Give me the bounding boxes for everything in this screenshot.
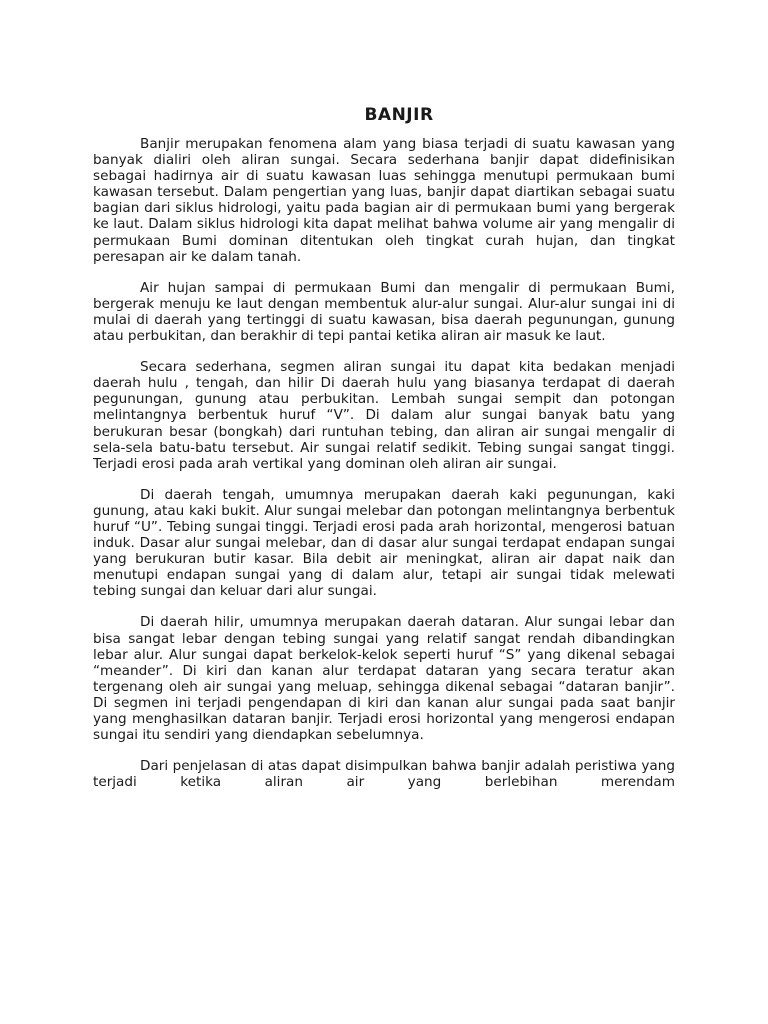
paragraph-2: Air hujan sampai di permukaan Bumi dan mengalir di permukaan Bumi, bergerak menuju ke laut dengan membentuk alur-alur sungai. Alur-alur sungai ini di mulai di daerah yang tertinggi di suatu kawasan, bisa daerah pegunungan, gunung atau perbukitan, dan berakhir di tepi pantai ketika aliran air masuk ke laut. [93, 279, 675, 345]
paragraph-1: Banjir merupakan fenomena alam yang biasa terjadi di suatu kawasan yang banyak dialiri oleh aliran sungai. Secara sederhana banjir dapat didefinisikan sebagai hadirnya air di suatu kawasan luas sehingga menutupi permukaan bumi kawasan tersebut. Dalam pengertian yang luas, banjir dapat diartikan sebagai suatu bagian dari siklus hidrologi, yaitu pada bagian air di permukaan bumi yang bergerak ke laut. Dalam siklus hidrologi kita dapat melihat bahwa volume air yang mengalir di permukaan Bumi dominan ditentukan oleh tingkat curah hujan, dan tingkat peresapan air ke dalam tanah. [93, 136, 675, 265]
paragraph-6: Dari penjelasan di atas dapat disimpulkan bahwa banjir adalah peristiwa yang terjadi ketika aliran air yang berlebihan merendam [93, 758, 675, 791]
paragraph-5: Di daerah hilir, umumnya merupakan daerah dataran. Alur sungai lebar dan bisa sangat lebar dengan tebing sungai yang relatif sangat rendah dibandingkan lebar alur. Alur sungai dapat berkelok-kelok seperti huruf “S” yang dikenal sebagai “meander”. Di kiri dan kanan alur terdapat dataran yang secara teratur akan tergenang oleh air sungai yang meluap, sehingga dikenal sebagai “dataran banjir”. Di segmen ini terjadi pengendapan di kiri dan kanan alur sungai pada saat banjir yang menghasilkan dataran banjir. Terjadi erosi horizontal yang mengerosi endapan sungai itu sendiri yang diendapkan sebelumnya. [93, 614, 675, 744]
document-page [93, 104, 675, 790]
paragraph-4: Di daerah tengah, umumnya merupakan daerah kaki pegunungan, kaki gunung, atau kaki bukit. Alur sungai melebar dan potongan melintangnya berbentuk huruf “U”. Tebing sungai tinggi. Terjadi erosi pada arah horizontal, mengerosi batuan induk. Dasar alur sungai melebar, dan di dasar alur sungai terdapat endapan sungai yang berukuran butir kasar. Bila debit air meningkat, aliran air dapat naik dan menutupi endapan sungai yang di dalam alur, tetapi air sungai tidak melewati tebing sungai dan keluar dari alur sungai. [93, 486, 675, 600]
paragraph-3: Secara sederhana, segmen aliran sungai itu dapat kita bedakan menjadi daerah hulu , tengah, dan hilir Di daerah hulu yang biasanya terdapat di daerah pegunungan, gunung atau perbukitan. Lembah sungai sempit dan potongan melintangnya berbentuk huruf “V”. Di dalam alur sungai banyak batu yang berukuran besar (bongkah) dari runtuhan tebing, dan aliran air sungai mengalir di sela-sela batu-batu tersebut. Air sungai relatif sedikit. Tebing sungai sangat tinggi. Terjadi erosi pada arah vertikal yang dominan oleh aliran air sungai. [93, 359, 675, 472]
document-title: BANJIR [364, 105, 434, 125]
